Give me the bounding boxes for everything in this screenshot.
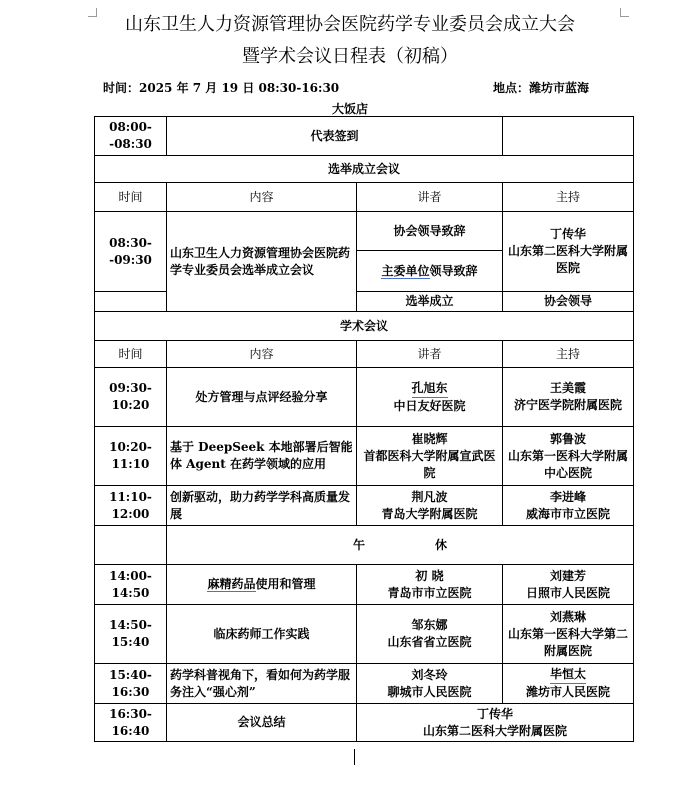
header-row <box>95 183 634 212</box>
host-name: 刘建芳 <box>550 568 587 583</box>
host-name: 丁传华 <box>550 227 587 241</box>
header-time: 时间 <box>95 341 167 368</box>
table-row <box>95 605 634 664</box>
time-cell: 16:30-16:40 <box>95 704 167 742</box>
content-cell: 基于 DeepSeek 本地部署后智能体 Agent 在药学领域的应用 <box>167 427 357 486</box>
content-cell: 山东卫生人力资源管理协会医院药学专业委员会选举成立会议 <box>167 212 357 312</box>
speaker-org: 聊城市人民医院 <box>387 684 472 699</box>
section-title-election: 选举成立会议 <box>95 156 634 183</box>
table-row <box>95 664 634 704</box>
host-cell <box>503 368 634 427</box>
content-cell: 创新驱动，助力药学学科高质量发展 <box>167 486 357 526</box>
speaker-cell <box>357 427 503 486</box>
time-cell: 15:40-16:30 <box>95 664 167 704</box>
time-cell: 08:30--09:30 <box>95 212 167 292</box>
table-row <box>95 212 634 251</box>
speaker-cell <box>357 704 634 742</box>
host-cell <box>503 565 634 605</box>
table-row <box>95 117 634 156</box>
table-row <box>95 368 634 427</box>
speaker-org: 青岛市市立医院 <box>387 585 472 600</box>
header-time: 时间 <box>95 183 167 212</box>
host-org: 日照市人民医院 <box>526 585 611 600</box>
speaker-name: 孔旭东 <box>412 380 448 398</box>
text-cursor <box>354 749 355 765</box>
header-content: 内容 <box>167 341 357 368</box>
meeting-location: 地点：潍坊市蓝海 <box>493 81 590 95</box>
speaker-cell <box>357 486 503 526</box>
header-content: 内容 <box>167 183 357 212</box>
content-cell: 处方管理与点评经验分享 <box>167 368 357 427</box>
content-cell: 药学科普视角下，看如何为药学服务注入“强心剂” <box>167 664 357 704</box>
table-row <box>95 565 634 605</box>
time-cell: 08:00--08:30 <box>95 117 167 156</box>
host-name: 李进峰 <box>550 489 587 504</box>
host-name: 刘燕琳 <box>550 609 587 624</box>
host-name: 郭鲁波 <box>550 431 587 446</box>
host-org: 济宁医学院附属医院 <box>514 398 623 412</box>
speaker-cell <box>357 368 503 427</box>
host-name: 毕恒太 <box>550 666 586 684</box>
host-cell <box>503 486 634 526</box>
table-row <box>95 704 634 742</box>
section-row <box>95 312 634 341</box>
section-row <box>95 156 634 183</box>
content-cell: 代表签到 <box>167 117 503 156</box>
section-title-academic: 学术会议 <box>95 312 634 341</box>
speaker-org: 山东第二医科大学附属医院 <box>423 723 568 738</box>
host-org: 威海市市立医院 <box>526 506 611 521</box>
document-subtitle: 暨学术会议日程表（初稿） <box>242 46 458 67</box>
speaker-name: 刘冬玲 <box>411 667 448 682</box>
speaker-cell <box>357 664 503 704</box>
speaker-cell: 选举成立 <box>357 292 503 312</box>
table-row <box>95 486 634 526</box>
time-cell: 09:30-10:20 <box>95 368 167 427</box>
schedule-table <box>94 116 634 742</box>
content-highlight: 麻精药品 <box>207 577 256 591</box>
host-cell <box>503 212 634 292</box>
speaker-cell <box>357 565 503 605</box>
host-org: 潍坊市人民医院 <box>526 685 611 699</box>
speaker-org: 中日友好医院 <box>393 398 466 413</box>
speaker-cell <box>357 251 503 292</box>
host-cell <box>503 605 634 664</box>
host-org: 山东第一医科大学附属中心医院 <box>508 448 629 480</box>
speaker-name: 荆凡波 <box>411 489 448 504</box>
host-org: 山东第二医科大学附属医院 <box>508 244 629 275</box>
content-text: 使用和管理 <box>255 577 316 591</box>
speaker-name: 崔晓辉 <box>411 431 448 446</box>
speaker-org: 山东省省立医院 <box>387 635 472 649</box>
speaker-name: 丁传华 <box>477 706 514 721</box>
header-host: 主持 <box>503 341 634 368</box>
header-speaker: 讲者 <box>357 183 503 212</box>
host-cell: 协会领导 <box>503 292 634 312</box>
speaker-org: 首都医科大学附属宣武医院 <box>363 448 496 480</box>
document-title: 山东卫生人力资源管理协会医院药学专业委员会成立大会 <box>125 14 575 35</box>
speaker-text: 领导致辞 <box>429 263 478 278</box>
host-cell <box>503 427 634 486</box>
host-name: 王美霞 <box>550 381 587 395</box>
speaker-name: 邹东娜 <box>411 618 448 632</box>
speaker-cell <box>357 605 503 664</box>
time-cell: 14:50-15:40 <box>95 605 167 664</box>
lunch-break: 午 休 <box>167 526 634 565</box>
speaker-cell: 协会领导致辞 <box>357 212 503 251</box>
meeting-time: 时间：2025 年 7 月 19 日 08:30-16:30 <box>103 81 340 95</box>
header-host: 主持 <box>503 183 634 212</box>
header-row <box>95 341 634 368</box>
speaker-name: 初 晓 <box>415 568 444 583</box>
time-cell: 14:00-14:50 <box>95 565 167 605</box>
time-cell: 11:10-12:00 <box>95 486 167 526</box>
content-cell: 会议总结 <box>167 704 357 742</box>
host-org: 山东第一医科大学第二附属医院 <box>508 626 629 658</box>
lunch-row <box>95 526 634 565</box>
content-cell <box>167 565 357 605</box>
host-cell <box>503 664 634 704</box>
meeting-location-suffix: 大饭店 <box>331 102 368 116</box>
time-cell: 10:20-11:10 <box>95 427 167 486</box>
content-cell: 临床药师工作实践 <box>167 605 357 664</box>
table-row <box>95 427 634 486</box>
speaker-highlight: 主委单位 <box>381 263 430 278</box>
speaker-org: 青岛大学附属医院 <box>381 506 478 521</box>
header-speaker: 讲者 <box>357 341 503 368</box>
